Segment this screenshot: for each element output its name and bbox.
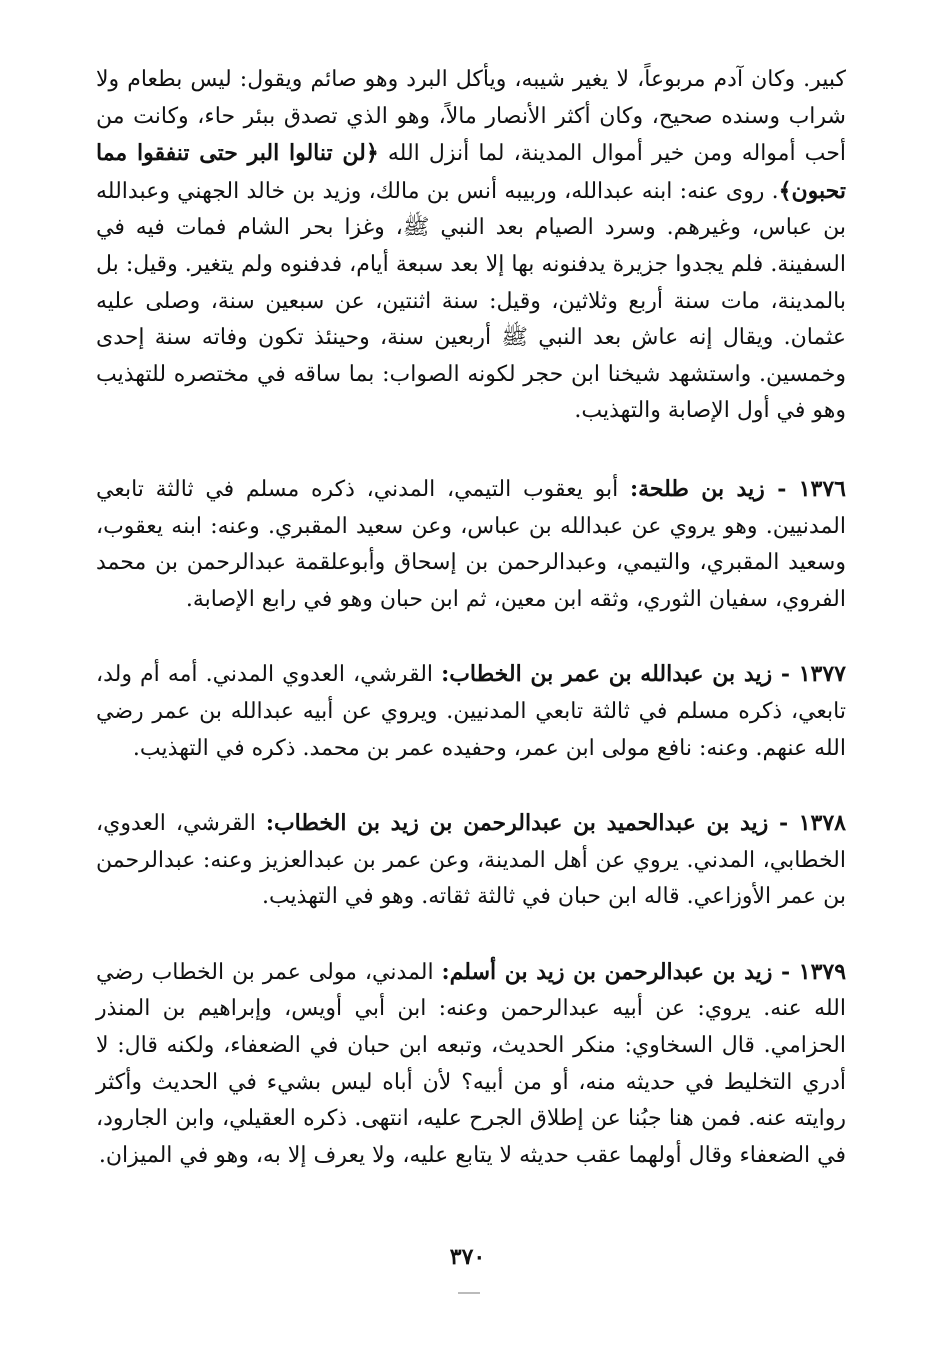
- entry-text: القرشي، العدوي المدني. أمه أم ولد، تابعي، ذكره مسلم في ثالثة تابعي المدنيين. ويروي عن أبيه عبدالله بن عمر رضي الله عنهم. وعنه: نافع مولى ابن عمر، وحفيده عمر بن محمد. ذكره في التهذيب.: [96, 662, 846, 761]
- entry-number: ١٣٧٨: [798, 810, 846, 837]
- entry-dash: -: [772, 661, 799, 688]
- entry-name: زيد بن عبدالرحمن بن زيد بن أسلم:: [441, 958, 773, 985]
- page-body: [96, 62, 846, 1174]
- intro-text-part1: كبير. وكان آدم مربوعاً، لا يغير شيبه، ويأكل البرد وهو صائم ويقول: ليس بطعام ولا شراب وسنده صحيح، وكان أكثر الأنصار مالاً، وهو الذي تصدق ببئر حاء، وكانت من أحب أمواله ومن خير أموال المدينة، لما أنزل الله: [96, 67, 846, 167]
- entry-number: ١٣٧٦: [798, 475, 846, 502]
- entry-text: أبو يعقوب التيمي، المدني، ذكره مسلم في ثالثة تابعي المدنيين. وهو يروي عن عبدالله بن عباس، وعن سعيد المقبري. وعنه: ابنه يعقوب، وسعيد المقبري، والتيمي، وعبدالرحمن بن إسحاق وأبوعلقمة عبدالرحمن بن محمد الفروي، سفيان الثوري، وثقه ابن معين، ثم ابن حبان وهو في رابع الإصابة.: [96, 476, 846, 612]
- entry-text: القرشي، العدوي، الخطابي، المدني. يروي عن أهل المدينة، وعن عمر بن عبدالعزيز وعنه: عبدالرحمن بن عمر الأوزاعي. قاله ابن حبان في ثالثة ثقاته. وهو في التهذيب.: [96, 811, 846, 910]
- entry-dash: -: [768, 810, 799, 837]
- page-mark: [458, 1292, 480, 1294]
- entry-name: زيد بن عبدالحميد بن عبدالرحمن بن زيد بن الخطاب:: [265, 810, 769, 837]
- entry-text: المدني، مولى عمر بن الخطاب رضي الله عنه. يروي: عن أبيه عبدالرحمن وعنه: ابن أبي أويس، وإبراهيم بن المنذر الحزامي. قال السخاوي: منكر الحديث، وتبعه ابن حبان في الضعفاء، ولكنه قال: لا أدري التخليط في حديثه منه، أو من أبيه؟ لأن أباه ليس بشيء في الحديث وأكثر روايته عنه. فمن هنا جبُنا عن إطلاق الجرح عليه، انتهى. ذكره العقيلي، وابن الجارود، في الضعفاء وقال أولهما عقب حديثه لا يتابع عليه، ولا يعرف إلا به، وهو في الميزان.: [96, 959, 846, 1168]
- intro-text-part2: . روى عنه: ابنه عبدالله، وربيبه أنس بن مالك، وزيد بن خالد الجهني وعبدالله بن عباس، وغيرهم. وسرد الصيام بعد النبي ﷺ، وغزا بحر الشام فمات فيه في السفينة. فلم يجدوا جزيرة يدفنونه بها إلا بعد سبعة أيام، فدفنوه ولم يتغير. وقيل: بل بالمدينة، مات سنة أربع وثلاثين، وقيل: سنة اثنتين، عن سبعين سنة، وصلى عليه عثمان. ويقال إنه عاش بعد النبي ﷺ أربعين سنة، وحينئذ تكون وفاته سنة إحدى وخمسين. واستشهد شيخنا ابن حجر لكونه الصواب: بما ساقه في مختصره للتهذيب وهو في أول الإصابة والتهذيب.: [96, 178, 846, 424]
- entry-1379: [96, 954, 846, 1175]
- entry-name: زيد بن عبدالله بن عمر بن الخطاب:: [441, 661, 773, 688]
- entry-1376: [96, 471, 846, 618]
- entry-name: زيد بن طلحة:: [629, 475, 765, 502]
- intro-paragraph: [96, 62, 846, 430]
- entry-1377: [96, 656, 846, 767]
- quran-verse: ﴿لن تنالوا البر حتى تنفقوا مما تحبون﴾: [96, 140, 846, 204]
- entry-number: ١٣٧٩: [798, 958, 847, 985]
- entry-number: ١٣٧٧: [798, 661, 846, 688]
- entry-dash: -: [764, 475, 799, 502]
- entry-dash: -: [772, 958, 799, 985]
- entry-1378: [96, 805, 846, 916]
- page-number: ٣٧٠: [449, 1244, 486, 1270]
